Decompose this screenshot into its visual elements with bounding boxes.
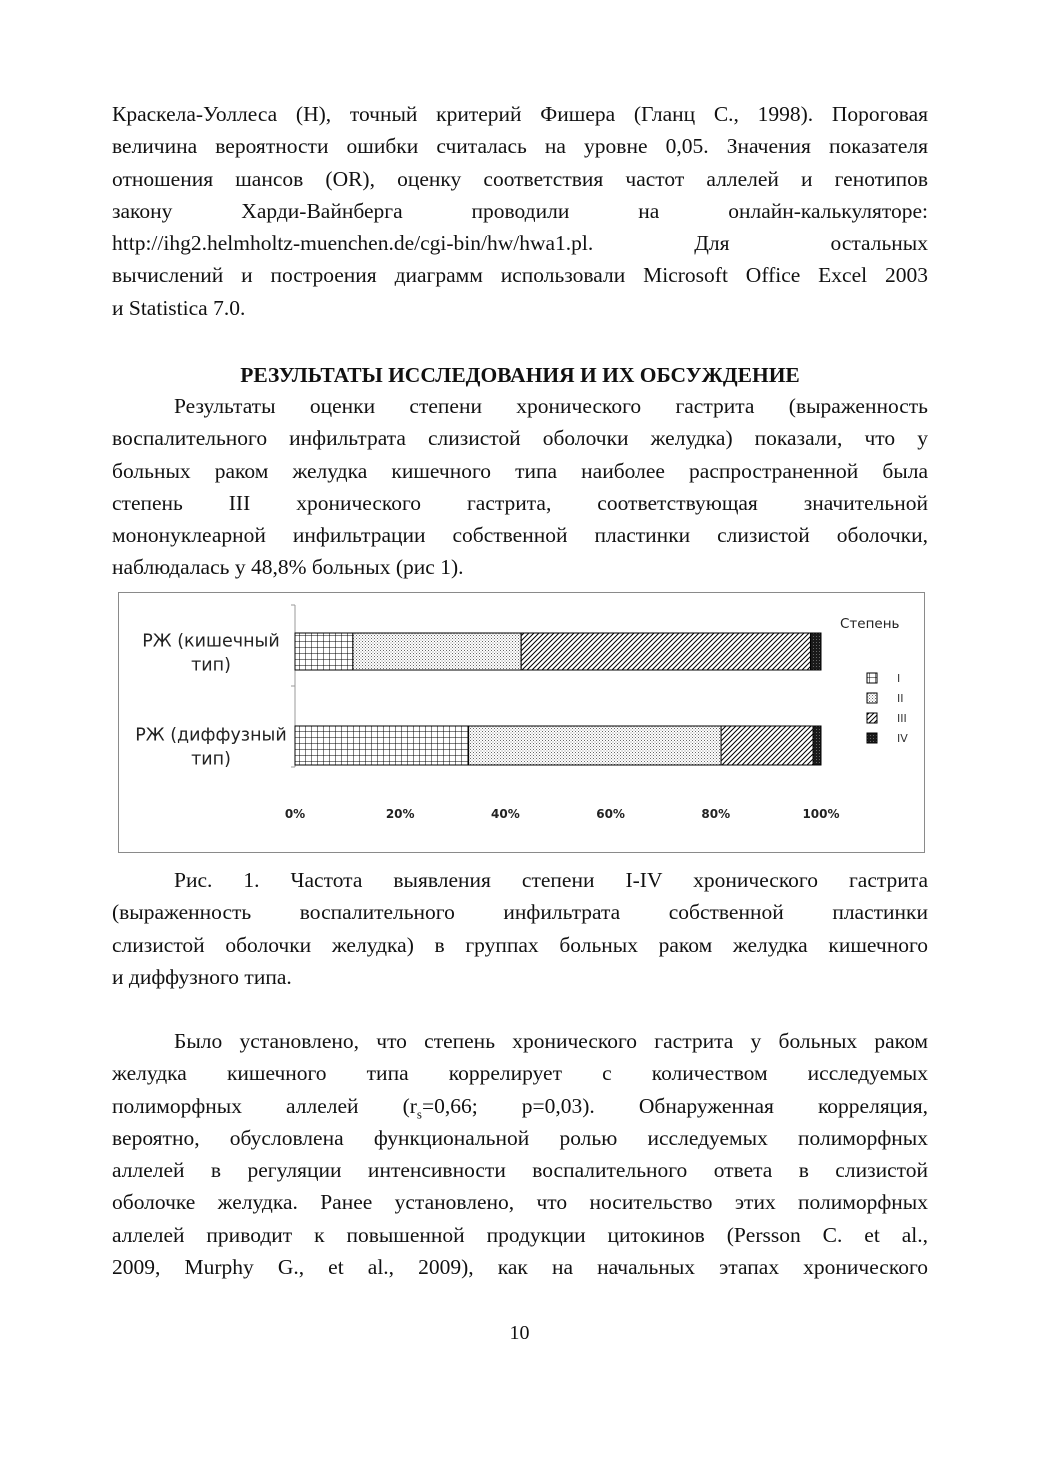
category-label: РЖ (диффузный [135,725,287,746]
text-line: мононуклеарной инфильтрации собственной пластинки слизистой оболочки, [112,523,928,548]
bar-segment-III [521,633,810,670]
text-line: 2009, Murphy G., et al., 2009), как на начальных этапах хронического [112,1255,928,1280]
section-heading: РЕЗУЛЬТАТЫ ИССЛЕДОВАНИЯ И ИХ ОБСУЖДЕНИЕ [240,363,800,387]
text-line: вероятно, обусловлена функциональной ролью исследуемых полиморфных [112,1125,928,1150]
x-tick-label: 40% [491,807,520,821]
figure-caption [112,864,928,993]
legend-label: IV [897,732,908,745]
bar-segment-II [353,633,521,670]
chart-bars [295,633,821,765]
text-line: закону Харди-Вайнберга проводили на онлайн-калькуляторе: [112,198,928,223]
bar-segment-I [295,726,469,765]
category-labels [135,632,286,770]
text-line: аллелей в регуляции интенсивности воспалительного ответа в слизистой [112,1158,928,1183]
legend-label: I [897,672,901,685]
text-line: вычислений и построения диаграмм использовали Microsoft Office Excel 2003 [112,263,928,288]
x-tick-label: 20% [385,807,415,821]
x-tick-label: 0% [284,807,306,821]
text-line: аллелей приводит к повышенной продукции цитокинов (Persson C. et al., [112,1222,928,1247]
bar-segment-IV [810,633,821,670]
legend-label: II [897,692,904,705]
figure-chart [118,592,925,853]
legend-swatch-I [867,673,877,683]
text-line: воспалительного инфильтрата слизистой оболочки желудка) показали, что у [112,426,928,451]
x-tick-label: 60% [596,807,625,821]
text-line: оболочке желудка. Ранее установлено, что носительство этих полиморфных [112,1190,928,1215]
results-paragraph [112,390,928,584]
legend-swatch-II [867,693,877,703]
caption-line: и диффузного типа. [112,964,292,989]
category-label: РЖ (кишечный [142,631,280,652]
caption-line: Рис. 1. Частота выявления степени I-IV хронического гастрита [174,868,928,892]
category-label: тип) [191,655,231,676]
chart-legend [840,616,908,745]
bar-segment-III [721,726,813,765]
text-line [112,1090,928,1122]
subscript: s [416,1105,422,1121]
x-tick-labels [285,807,840,821]
bar-segment-IV [813,726,821,765]
text-fragment: полиморфных аллелей (r [112,1093,417,1118]
text-line: больных раком желудка кишечного типа наиболее распространенной была [112,458,928,483]
text-line: Краскела-Уоллеса (Н), точный критерий Фишера (Гланц С., 1998). Пороговая [112,102,928,126]
bar-segment-II [469,726,721,765]
legend-swatch-IV [867,733,877,743]
text-line: http://ihg2.helmholtz-muenchen.de/cgi-bin/hw/hwa1.pl. Для остальных [112,231,928,256]
x-tick-label: 100% [802,807,840,821]
x-tick-label: 80% [701,807,731,821]
legend-title: Степень [840,616,900,632]
text-line: и Statistica 7.0. [112,295,246,320]
legend-swatch-III [867,713,877,723]
text-line: отношения шансов (OR), оценку соответствия частот аллелей и генотипов [112,166,928,191]
intro-paragraph [112,98,928,324]
text-line: величина вероятности ошибки считалась на уровне 0,05. Значения показателя [112,134,928,159]
bar-segment-I [295,633,353,670]
discussion-paragraph [112,1025,928,1283]
chart-axes [291,605,295,767]
page-number: 10 [509,1322,530,1344]
text-line: желудка кишечного типа коррелирует с количеством исследуемых [112,1061,928,1086]
text-fragment: =0,66; p=0,03). Обнаруженная корреляция, [421,1093,928,1118]
category-label: тип) [191,749,231,770]
caption-line: (выраженность воспалительного инфильтрата собственной пластинки [112,900,928,925]
text-line: Было установлено, что степень хронического гастрита у больных раком [174,1029,928,1053]
text-line: Результаты оценки степени хронического гастрита (выраженность [174,394,928,418]
stacked-bar-chart [119,593,924,852]
text-line: наблюдалась у 48,8% больных (рис 1). [112,555,464,580]
caption-line: слизистой оболочки желудка) в группах больных раком желудка кишечного [112,932,928,957]
text-line: степень III хронического гастрита, соответствующая значительной [112,490,928,515]
legend-label: III [897,712,907,725]
